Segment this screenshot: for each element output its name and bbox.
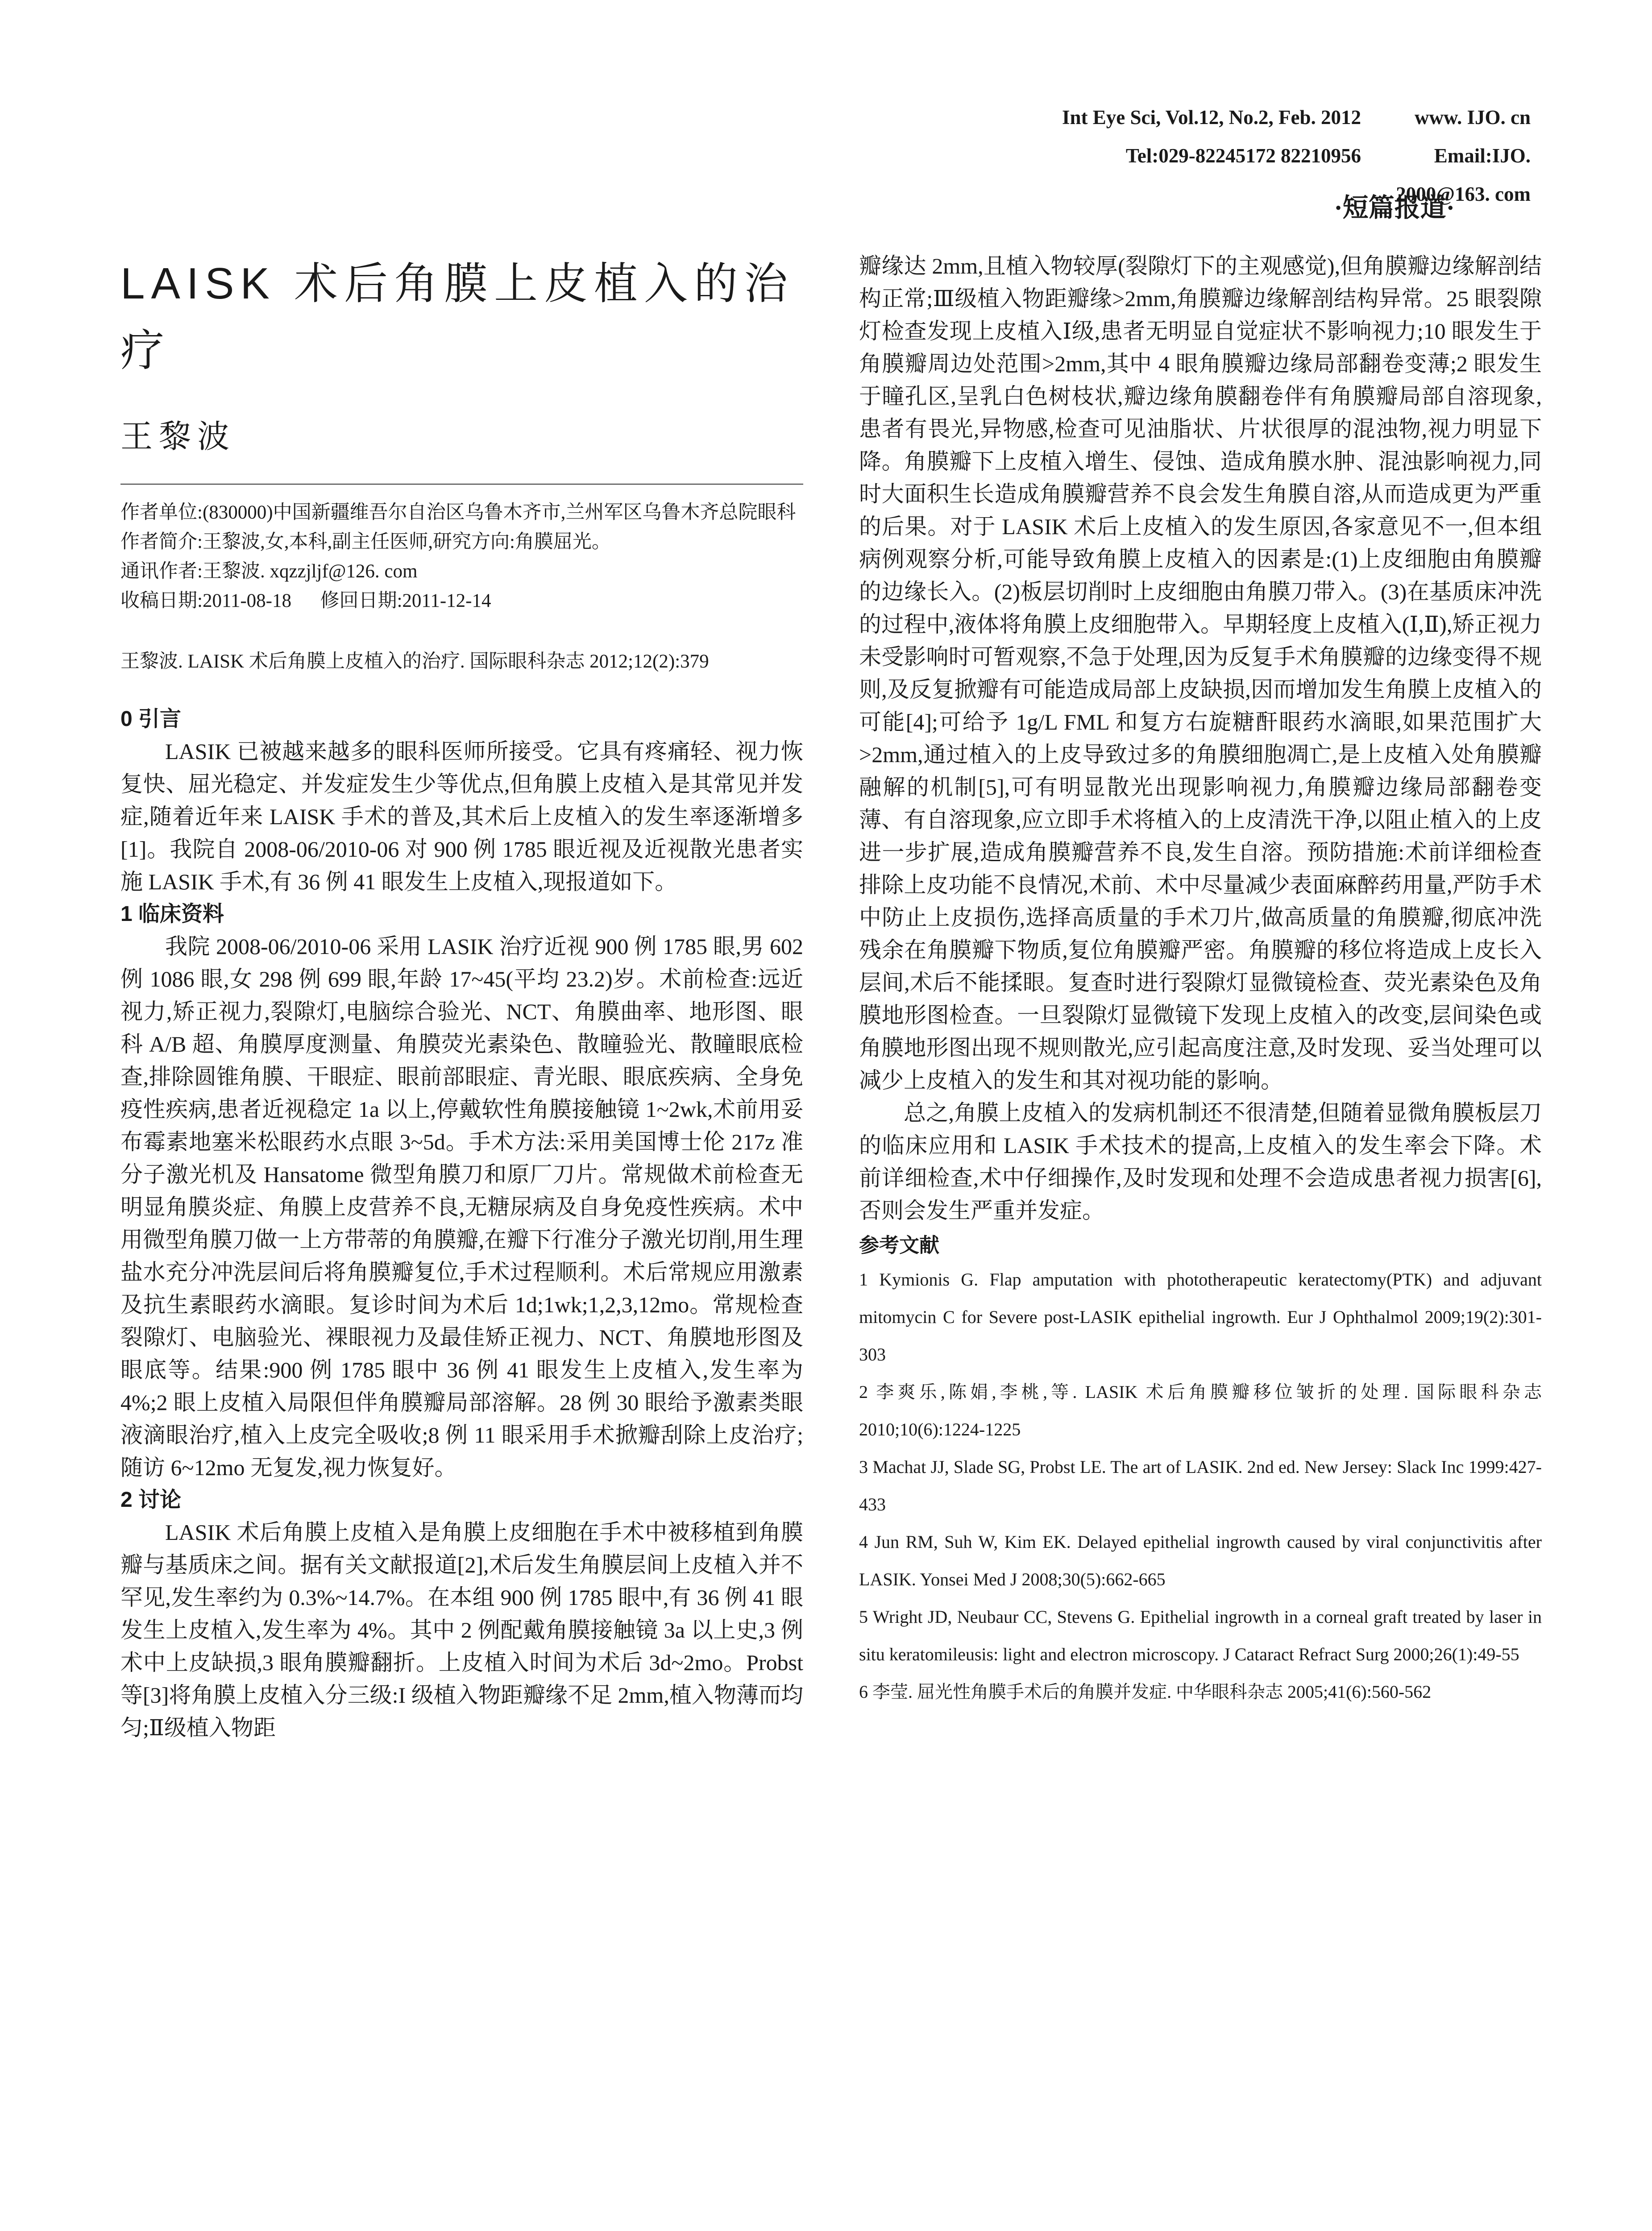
- citation-line: 王黎波. LAISK 术后角膜上皮植入的治疗. 国际眼科杂志 2012;12(2):379: [120, 651, 709, 672]
- article-author: 王黎波: [120, 419, 236, 455]
- reference-item: 5 Wright JD, Neubaur CC, Stevens G. Epithelial ingrowth in a corneal graft treated by laser in situ keratomileusis: light and electron microscopy. J Cataract Refract Surg 2000;26(1):49-55: [859, 1607, 1542, 1664]
- reference-item: 6 李莹. 屈光性角膜手术后的角膜并发症. 中华眼科杂志 2005;41(6):560-562: [859, 1682, 1432, 1702]
- reference-item: 2 李爽乐,陈娟,李桃,等. LASIK 术后角膜瓣移位皱折的处理. 国际眼科杂志 2010;10(6):1224-1225: [859, 1382, 1542, 1439]
- clinical-paragraph: 我院 2008-06/2010-06 采用 LASIK 治疗近视 900 例 1785 眼,男 602 例 1086 眼,女 298 例 699 眼,年龄 17~45(平均 23.2)岁。术前检查:远近视力,矫正视力,裂隙灯,电脑综合验光、NCT、角膜曲率、地形图、眼科 A/B 超、角膜厚度测量、角膜荧光素染色、散瞳验光、散瞳眼底检查,排除圆锥角膜、干眼症、眼前部眼症、青光眼、眼底疾病、全身免疫性疾病,患者近视稳定 1a 以上,停戴软性角膜接触镜 1~2wk,术前用妥布霉素地塞米松眼药水点眼 3~5d。手术方法:采用美国博士伦 217z 准分子激光机及 Hansatome 微型角膜刀和原厂刀片。常规做术前检查无明显角膜炎症、角膜上皮营养不良,无糖尿病及自身免疫性疾病。术中用微型角膜刀做一上方带蒂的角膜瓣,在瓣下行准分子激光切削,用生理盐水充分冲洗层间后将角膜瓣复位,手术过程顺利。术后常规应用激素及抗生素眼药水滴眼。复诊时间为术后 1d;1wk;1,2,3,12mo。常规检查裂隙灯、电脑验光、裸眼视力及最佳矫正视力、NCT、角膜地形图及眼底等。结果:900 例 1785 眼中 36 例 41 眼发生上皮植入,发生率为 4%;2 眼上皮植入局限但伴角膜瓣局部溶解。28 例 30 眼给予激素类眼液滴眼治疗,植入上皮完全吸收;8 例 11 眼采用手术掀瓣刮除上皮治疗;随访 6~12mo 无复发,视力恢复好。: [120, 934, 803, 1480]
- author-affiliation: 作者单位:(830000)中国新疆维吾尔自治区乌鲁木齐市,兰州军区乌鲁木齐总院眼科: [120, 502, 796, 523]
- references-heading: 参考文献: [859, 1234, 940, 1256]
- journal-website[interactable]: www. IJO. cn: [1414, 106, 1531, 129]
- section-heading-clinical: 1 临床资料: [120, 902, 224, 926]
- reference-list: [859, 1261, 1542, 1711]
- section-heading-discussion: 2 讨论: [120, 1488, 182, 1512]
- received-dates: 收稿日期:2011-08-18 修回日期:2011-12-14: [120, 590, 491, 611]
- journal-phone-line: Tel:029-82245172 82210956: [1125, 145, 1361, 167]
- corresponding-author: 通讯作者:王黎波. xqzzjljf@126. com: [120, 561, 418, 582]
- right-column: [859, 250, 1542, 1711]
- discussion-continued-paragraph: 瓣缘达 2mm,且植入物较厚(裂隙灯下的主观感觉),但角膜瓣边缘解剖结构正常;Ⅲ级植入物距瓣缘>2mm,角膜瓣边缘解剖结构异常。25 眼裂隙灯检查发现上皮植入Ⅰ级,患者无明显自觉症状不影响视力;10 眼发生于角膜瓣周边处范围>2mm,其中 4 眼角膜瓣边缘局部翻卷变薄;2 眼发生于瞳孔区,呈乳白色树枝状,瓣边缘角膜翻卷伴有角膜瓣局部自溶现象,患者有畏光,异物感,检查可见油脂状、片状很厚的混浊物,视力明显下降。角膜瓣下上皮植入增生、侵蚀、造成角膜水肿、混浊影响视力,同时大面积生长造成角膜瓣营养不良会发生角膜自溶,从而造成更为严重的后果。对于 LASIK 术后上皮植入的发生原因,各家意见不一,但本组病例观察分析,可能导致角膜上皮植入的因素是:(1)上皮细胞由角膜瓣的边缘长入。(2)板层切削时上皮细胞由角膜刀带入。(3)在基质床冲洗的过程中,液体将角膜上皮细胞带入。早期轻度上皮植入(Ⅰ,Ⅱ),矫正视力未受影响时可暂观察,不急于处理,因为反复手术角膜瓣的边缘变得不规则,及反复掀瓣有可能造成局部上皮缺损,因而增加发生角膜上皮植入的可能[4];可给予 1g/L FML 和复方右旋糖酐眼药水滴眼,如果范围扩大>2mm,通过植入的上皮导致过多的角膜细胞凋亡,是上皮植入处角膜瓣融解的机制[5],可有明显散光出现影响视力,角膜瓣边缘局部翻卷变薄、有自溶现象,应立即手术将植入的上皮清洗干净,以阻止植入的上皮进一步扩展,造成角膜瓣营养不良,发生自溶。预防措施:术前详细检查排除上皮功能不良情况,术前、术中尽量减少表面麻醉药用量,严防手术中防止上皮损伤,选择高质量的手术刀片,做高质量的角膜瓣,彻底冲洗残余在角膜瓣下物质,复位角膜瓣严密。角膜瓣的移位将造成上皮长入层间,术后不能揉眼。复查时进行裂隙灯显微镜检查、荧光素染色及角膜地形图检查。一旦裂隙灯显微镜下发现上皮植入的改变,层间染色或角膜地形图出现不规则散光,应引起高度注意,及时发现、妥当处理可以减少上皮植入的发生和其对视功能的影响。: [859, 253, 1542, 1093]
- title-divider: [120, 484, 803, 485]
- conclusion-paragraph: 总之,角膜上皮植入的发病机制还不很清楚,但随着显微角膜板层刀的临床应用和 LASIK 手术技术的提高,上皮植入的发生率会下降。术前详细检查,术中仔细操作,及时发现和处理不会造成患者视力损害[6],否则会发生严重并发症。: [859, 1100, 1542, 1223]
- intro-paragraph: LASIK 已被越来越多的眼科医师所接受。它具有疼痛轻、视力恢复快、屈光稳定、并发症发生少等优点,但角膜上皮植入是其常见并发症,随着近年来 LAISK 手术的普及,其术后上皮植入的发生率逐渐增多[1]。我院自 2008-06/2010-06 对 900 例 1785 眼近视及近视散光患者实施 LASIK 手术,有 36 例 41 眼发生上皮植入,现报道如下。: [120, 739, 803, 894]
- reference-item: 1 Kymionis G. Flap amputation with phototherapeutic keratectomy(PTK) and adjuvant mitomycin C for Severe post-LASIK epithelial ingrowth. Eur J Ophthalmol 2009;19(2):301-303: [859, 1269, 1542, 1364]
- journal-email[interactable]: Email:IJO. 2000@163. com: [1396, 145, 1531, 205]
- section-heading-intro: 0 引言: [120, 707, 182, 731]
- discussion-paragraph: LASIK 术后角膜上皮植入是角膜上皮细胞在手术中被移植到角膜瓣与基质床之间。据有关文献报道[2],术后发生角膜层间上皮植入并不罕见,发生率约为 0.3%~14.7%。在本组 900 例 1785 眼中,有 36 例 41 眼发生上皮植入,发生率为 4%。其中 2 例配戴角膜接触镜 3a 以上史,3 例术中上皮缺损,3 眼角膜瓣翻折。上皮植入时间为术后 3d~2mo。Probst 等[3]将角膜上皮植入分三级:I 级植入物距瓣缘不足 2mm,植入物薄而均匀;Ⅱ级植入物距: [120, 1520, 803, 1740]
- journal-issue-line: Int Eye Sci, Vol.12, No.2, Feb. 2012: [1062, 106, 1361, 129]
- article-title: LAISK 术后角膜上皮植入的治疗: [120, 259, 794, 375]
- left-column: [120, 250, 803, 1744]
- reference-item: 3 Machat JJ, Slade SG, Probst LE. The art of LASIK. 2nd ed. New Jersey: Slack Inc 1999:427-433: [859, 1457, 1542, 1514]
- section-label: ·短篇报道·: [1334, 193, 1455, 222]
- author-bio: 作者简介:王黎波,女,本科,副主任医师,研究方向:角膜屈光。: [120, 531, 611, 552]
- reference-item: 4 Jun RM, Suh W, Kim EK. Delayed epithelial ingrowth caused by viral conjunctivitis after LASIK. Yonsei Med J 2008;30(5):662-665: [859, 1532, 1542, 1589]
- author-meta: [120, 498, 803, 616]
- journal-header-info: [888, 98, 1361, 175]
